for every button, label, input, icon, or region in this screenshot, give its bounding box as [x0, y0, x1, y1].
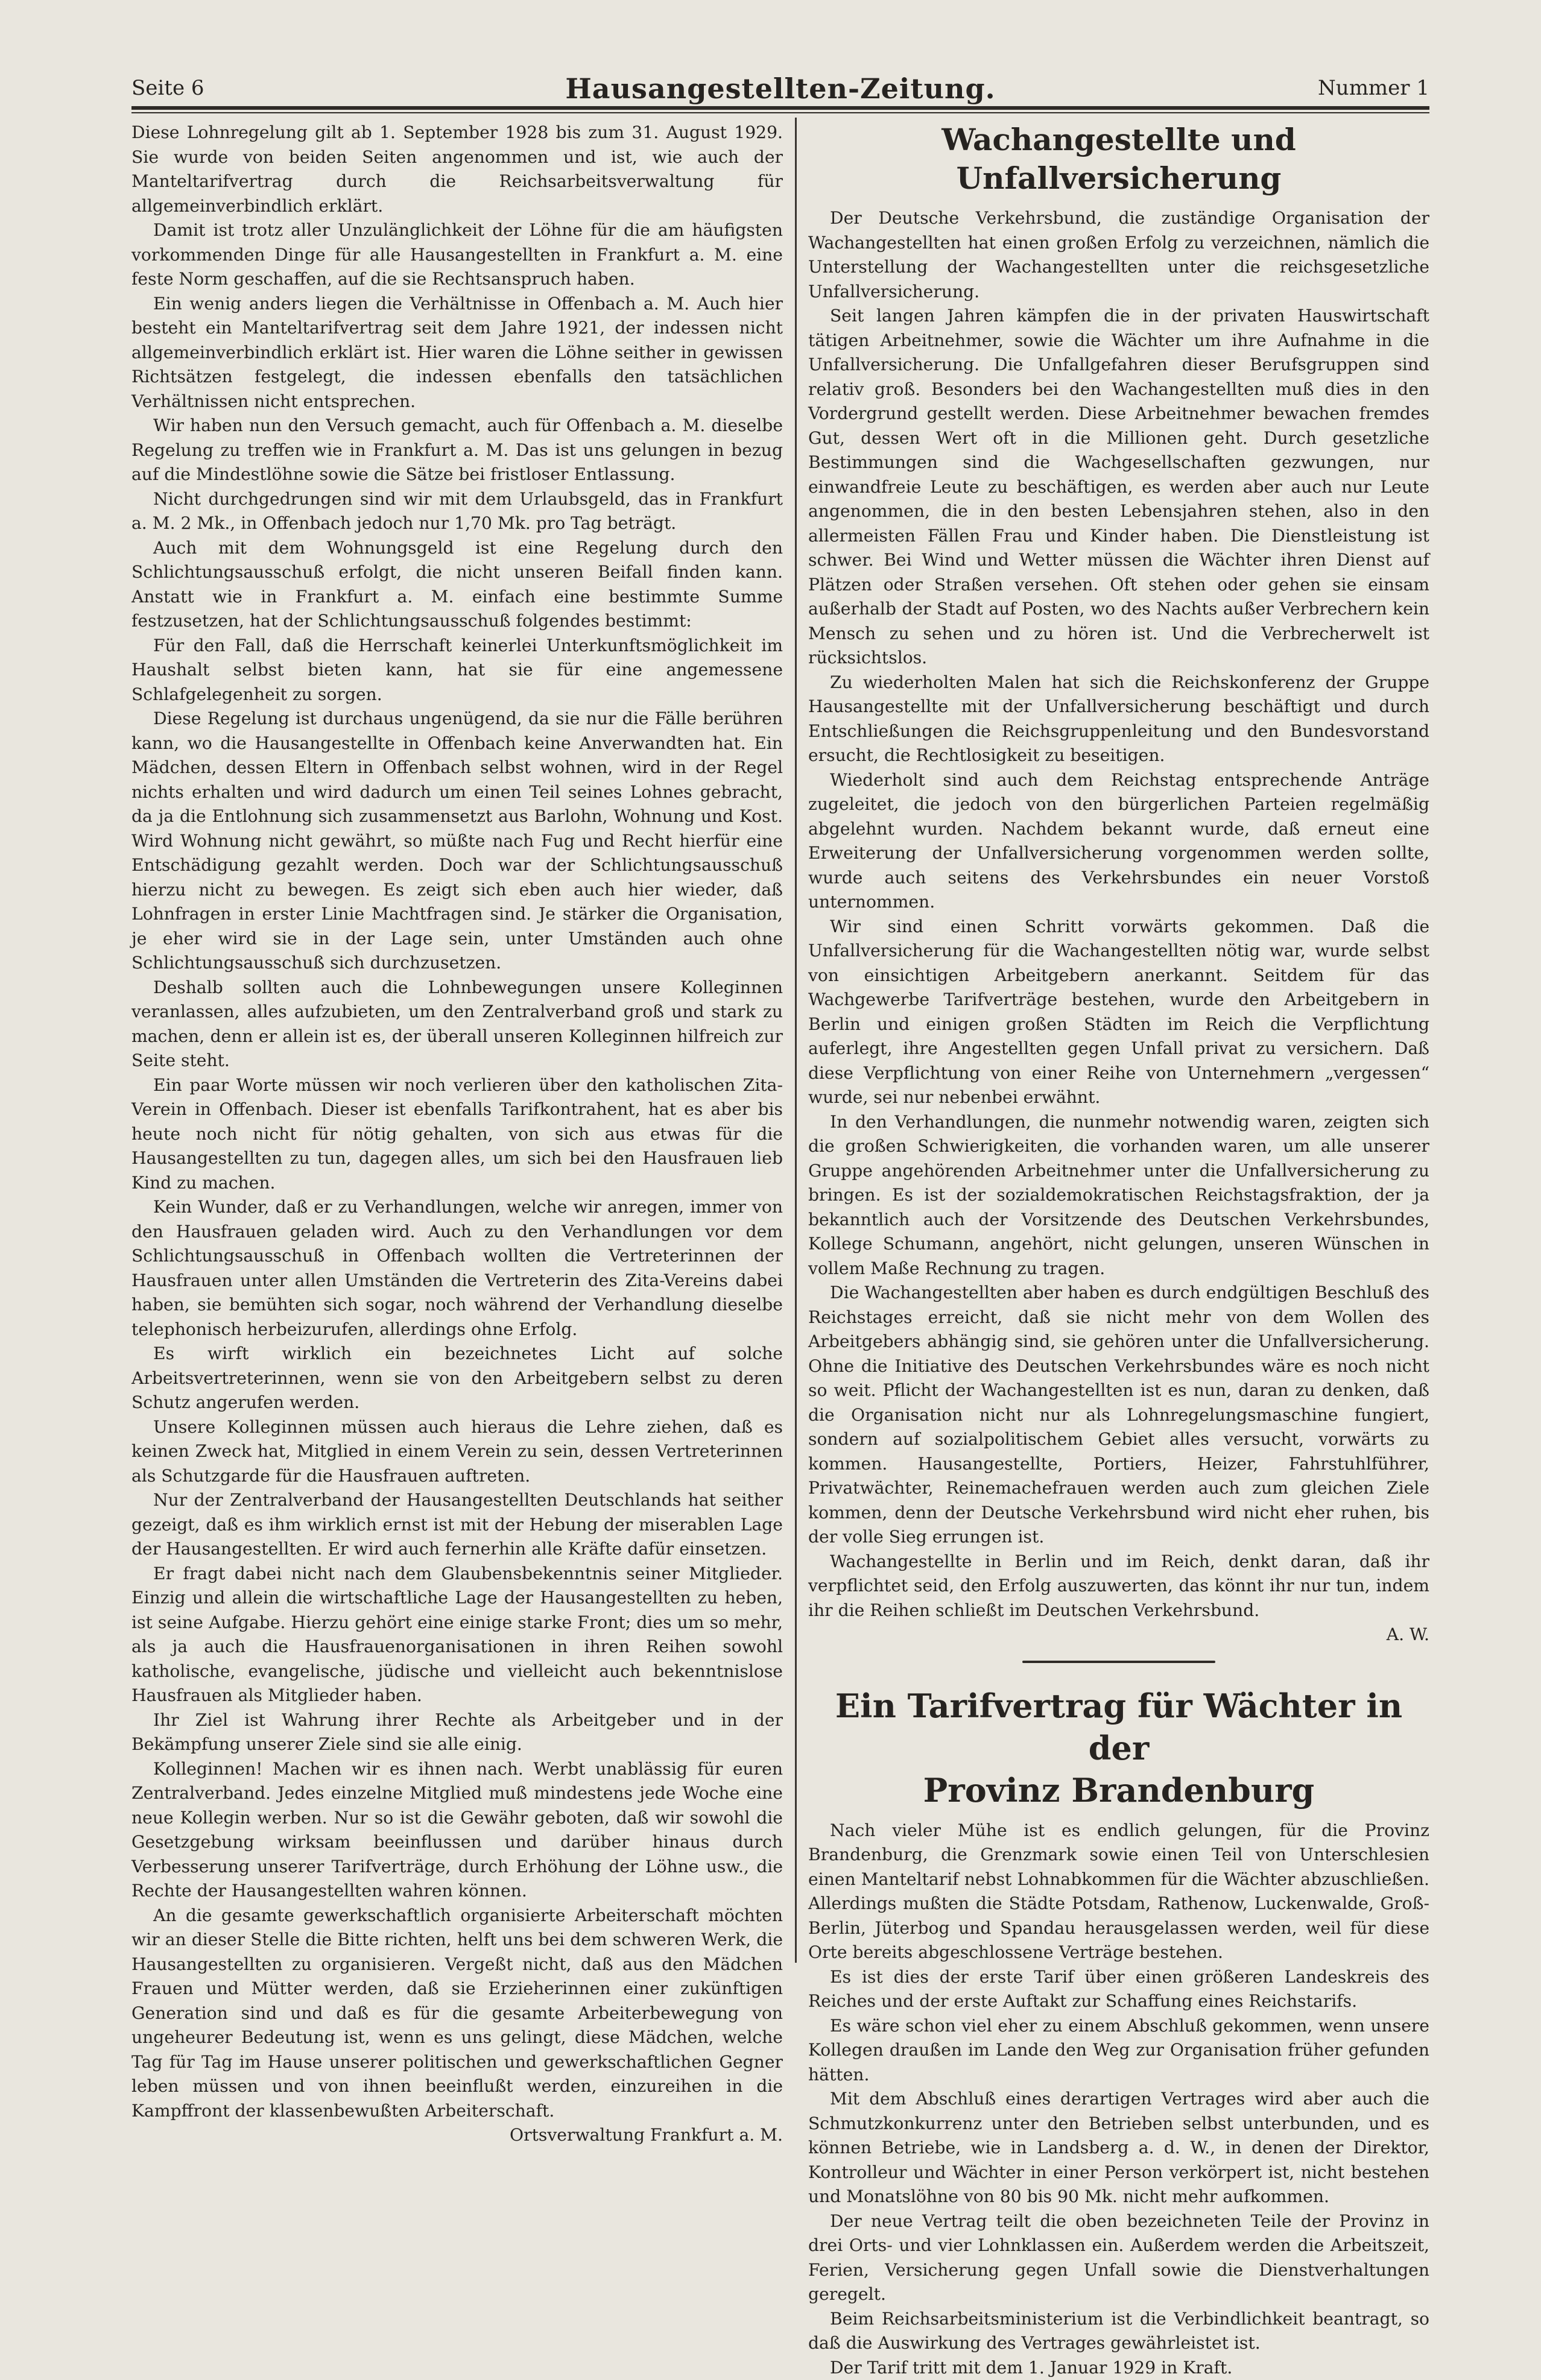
column-divider — [795, 118, 797, 1963]
paragraph: Wir haben nun den Versuch gemacht, auch für Offenbach a. M. dieselbe Regelung zu treffen wie in Frankfurt a. M. Das ist uns gelungen in bezug auf die Mindestlöhne sowie die Sätze bei fristloser Entlassung. — [131, 414, 783, 487]
paragraph: Zu wiederholten Malen hat sich die Reichskonferenz der Gruppe Hausangestellte mit der Unfallversicherung beschäftigt und durch Entschließungen die Reichsgruppenleitung und den Bundesvorstand ersucht, die Rechtlosigkeit zu beseitigen. — [808, 671, 1429, 768]
article-heading-tarifvertrag — [808, 1685, 1429, 1811]
paragraph: Ein paar Worte müssen wir noch verlieren über den katholischen Zita-Verein in Offenbach. Dieser ist ebenfalls Tarifkontrahent, hat es aber bis heute noch nicht für nötig gehalten, von sich aus etwas für die Hausangestellten zu tun, dagegen alles, um sich bei den Hausfrauen lieb Kind zu machen. — [131, 1073, 783, 1196]
page-header — [131, 76, 1429, 106]
paragraph: Seit langen Jahren kämpfen die in der privaten Hauswirtschaft tätigen Arbeitnehmer, sowie die Wächter um ihre Aufnahme in die Unfallversicherung. Die Unfallgefahren dieser Berufsgruppen sind relativ groß. Besonders bei den Wachangestellten muß dies in den Vordergrund gestellt werden. Diese Arbeitnehmer bewachen fremdes Gut, dessen Wert oft in die Millionen geht. Durch gesetzliche Bestimmungen sind die Wachgesellschaften gezwungen, nur einwandfreie Leute zu beschäftigen, es werden aber auch nur Leute angenommen, die in den besten Lebensjahren stehen, also in den allermeisten Fällen Frau und Kinder haben. Die Dienstleistung ist schwer. Bei Wind und Wetter müssen die Wächter ihren Dienst auf Plätzen oder Straßen versehen. Oft stehen oder gehen sie einsam außerhalb der Stadt auf Posten, wo des Nachts außer Verbrechern kein Mensch zu sehen und zu hören ist. Und die Verbrecherwelt ist rücksichtslos. — [808, 304, 1429, 671]
paragraph: Kolleginnen! Machen wir es ihnen nach. Werbt unablässig für euren Zentralverband. Jedes einzelne Mitglied muß mindestens jede Woche eine neue Kollegin werben. Nur so ist die Gewähr geboten, daß wir sowohl die Gesetzgebung wirksam beeinflussen und darüber hinaus durch Verbesserung unserer Tarifverträge, durch Erhöhung der Löhne usw., die Rechte der Hausangestellten wahren können. — [131, 1757, 783, 1904]
right-column — [808, 121, 1429, 2380]
paragraph: Der neue Vertrag teilt die oben bezeichneten Teile der Provinz in drei Orts- und vier Lohnklassen ein. Außerdem werden die Arbeitszeit, Ferien, Versicherung gegen Unfall sowie die Dienstverhaltungen geregelt. — [808, 2209, 1429, 2307]
paragraph: Unsere Kolleginnen müssen auch hieraus die Lehre ziehen, daß es keinen Zweck hat, Mitglied in einem Verein zu sein, dessen Vertreterinnen als Schutzgarde für die Hausfrauen auftreten. — [131, 1415, 783, 1489]
newspaper-title: Hausangestellten-Zeitung. — [131, 72, 1429, 105]
paragraph: Er fragt dabei nicht nach dem Glaubensbekenntnis seiner Mitglieder. Einzig und allein die wirtschaftliche Lage der Hausangestellten zu heben, ist seine Aufgabe. Hierzu gehört eine einige starke Front; dies um so mehr, als ja auch die Hausfrauenorganisationen in ihren Reihen sowohl katholische, evangelische, jüdische und vielleicht auch bekenntnislose Hausfrauen als Mitglieder haben. — [131, 1562, 783, 1708]
paragraph: An die gesamte gewerkschaftlich organisierte Arbeiterschaft möchten wir an dieser Stelle die Bitte richten, helft uns bei dem schweren Werk, die Hausangestellten zu organisieren. Vergeßt nicht, daß aus den Mädchen Frauen und Mütter werden, daß sie Erzieherinnen einer zukünftigen Generation sind und daß es für die gesamte Arbeiterbewegung von ungeheurer Bedeutung ist, wenn es uns gelingt, diese Mädchen, welche Tag für Tag im Hause unserer politischen und gewerkschaftlichen Gegner leben müssen und von ihnen beeinflußt werden, einzureihen in die Kampffront der klassenbewußten Arbeiterschaft. — [131, 1904, 783, 2124]
paragraph: Es wäre schon viel eher zu einem Abschluß gekommen, wenn unsere Kollegen draußen im Lande den Weg zur Organisation früher gefunden hätten. — [808, 2014, 1429, 2088]
paragraph: Nicht durchgedrungen sind wir mit dem Urlaubsgeld, das in Frankfurt a. M. 2 Mk., in Offenbach jedoch nur 1,70 Mk. pro Tag beträgt. — [131, 487, 783, 536]
header-rule-thin — [131, 112, 1429, 113]
paragraph: Diese Lohnregelung gilt ab 1. September 1928 bis zum 31. August 1929. Sie wurde von beiden Seiten angenommen und ist, wie auch der Manteltarifvertrag durch die Reichsarbeitsverwaltung für allgemeinverbindlich erklärt. — [131, 121, 783, 218]
paragraph: Wachangestellte in Berlin und im Reich, denkt daran, daß ihr verpflichtet seid, den Erfolg auszuwerten, das könnt ihr nur tun, indem ihr die Reihen schließt im Deutschen Verkehrsbund. — [808, 1550, 1429, 1623]
paragraph: Wir sind einen Schritt vorwärts gekommen. Daß die Unfallversicherung für die Wachangestellten nötig war, wurde selbst von einsichtigen Arbeitgebern anerkannt. Seitdem für das Wachgewerbe Tarifverträge bestehen, wurde den Arbeitgebern in Berlin und einigen großen Städten im Reich die Verpflichtung auferlegt, ihre Angestellten gegen Unfall privat zu versichern. Daß diese Verpflichtung von einer Reihe von Unternehmern „vergessen“ wurde, sei nur nebenbei erwähnt. — [808, 915, 1429, 1110]
paragraph: Nach vieler Mühe ist es endlich gelungen, für die Provinz Brandenburg, die Grenzmark sowie einen Teil von Unterschlesien einen Manteltarif nebst Lohnabkommen für die Wächter abzuschließen. Allerdings mußten die Städte Potsdam, Rathenow, Luckenwalde, Groß-Berlin, Jüterbog und Spandau herausgelassen werden, weil für diese Orte bereits abgeschlossene Verträge bestehen. — [808, 1819, 1429, 1965]
heading-line-1: Ein Tarifvertrag für Wächter in der — [835, 1687, 1402, 1767]
paragraph: Es wirft wirklich ein bezeichnetes Licht auf solche Arbeitsvertreterinnen, wenn sie von den Arbeitgebern selbst zu deren Schutz angerufen werden. — [131, 1342, 783, 1415]
paragraph: Nur der Zentralverband der Hausangestellten Deutschlands hat seither gezeigt, daß es ihm wirklich ernst ist mit der Hebung der miserablen Lage der Hausangestellten. Er wird auch fernerhin alle Kräfte dafür einsetzen. — [131, 1488, 783, 1562]
paragraph: Diese Regelung ist durchaus ungenügend, da sie nur die Fälle berühren kann, wo die Hausangestellte in Offenbach keine Anverwandten hat. Ein Mädchen, dessen Eltern in Offenbach selbst wohnen, wird in der Regel nichts erhalten und wird dadurch um einen Teil seines Lohnes gebracht, da ja die Entlohnung sich zusammensetzt aus Barlohn, Wohnung und Kost. Wird Wohnung nicht gewährt, so müßte nach Fug und Recht hierfür eine Entschädigung gezahlt werden. Doch war der Schlichtungsausschuß hierzu nicht zu bewegen. Es zeigt sich eben auch hier wieder, daß Lohnfragen in erster Linie Machtfragen sind. Je stärker die Organisation, je eher wird sie in der Lage sein, unter Umständen auch ohne Schlichtungsausschuß sich durchzusetzen. — [131, 707, 783, 976]
paragraph: In den Verhandlungen, die nunmehr notwendig waren, zeigten sich die großen Schwierigkeiten, die vorhanden waren, um alle unserer Gruppe angehörenden Arbeitnehmer unter die Unfallversicherung zu bringen. Es ist der sozialdemokratischen Reichstagsfraktion, der ja bekanntlich auch der Vorsitzende des Deutschen Verkehrsbundes, Kollege Schumann, angehört, nicht gelungen, unseren Wünschen in vollem Maße Rechnung zu tragen. — [808, 1110, 1429, 1281]
article-separator — [1022, 1661, 1215, 1663]
paragraph: Wiederholt sind auch dem Reichstag entsprechende Anträge zugeleitet, die jedoch von den bürgerlichen Parteien regelmäßig abgelehnt wurden. Nachdem bekannt wurde, daß erneut eine Erweiterung der Unfallversicherung vorgenommen werden sollte, wurde auch seitens des Verkehrsbundes ein neuer Vorstoß unternommen. — [808, 768, 1429, 915]
paragraph: Deshalb sollten auch die Lohnbewegungen unsere Kolleginnen veranlassen, alles aufzubieten, um den Zentralverband groß und stark zu machen, denn er allein ist es, der überall unseren Kolleginnen hilfreich zur Seite steht. — [131, 976, 783, 1073]
left-column — [131, 121, 783, 2148]
heading-line-2: Provinz Brandenburg — [923, 1771, 1315, 1810]
paragraph: Es ist dies der erste Tarif über einen größeren Landeskreis des Reiches und der erste Auftakt zur Schaffung eines Reichstarifs. — [808, 1965, 1429, 2014]
paragraph: Mit dem Abschluß eines derartigen Vertrages wird aber auch die Schmutzkonkurrenz unter den Betrieben selbst unterbunden, und es können Betriebe, wie in Landsberg a. d. W., in denen der Direktor, Kontrolleur und Wächter in einer Person verkörpert ist, nicht bestehen und Monatslöhne von 80 bis 90 Mk. nicht mehr aufkommen. — [808, 2087, 1429, 2209]
header-rule — [131, 106, 1429, 110]
issue-number: Nummer 1 — [1318, 76, 1429, 100]
paragraph: Ein wenig anders liegen die Verhältnisse in Offenbach a. M. Auch hier besteht ein Manteltarifvertrag seit dem Jahre 1921, der indessen nicht allgemeinverbindlich erklärt ist. Hier waren die Löhne seither in gewissen Richtsätzen festgelegt, die indessen ebenfalls den tatsächlichen Verhältnissen nicht entsprechen. — [131, 292, 783, 414]
paragraph: Kein Wunder, daß er zu Verhandlungen, welche wir anregen, immer von den Hausfrauen geladen wird. Auch zu den Verhandlungen vor dem Schlichtungsausschuß in Offenbach wollten die Vertreterinnen der Hausfrauen unter allen Umständen die Vertreterin des Zita-Vereins dabei haben, sie bemühten sich sogar, noch während der Verhandlung dieselbe telephonisch herbeizurufen, allerdings ohne Erfolg. — [131, 1195, 783, 1342]
paragraph: Für den Fall, daß die Herrschaft keinerlei Unterkunftsmöglichkeit im Haushalt selbst bieten kann, hat sie für eine angemessene Schlafgelegenheit zu sorgen. — [131, 634, 783, 707]
paragraph: Der Deutsche Verkehrsbund, die zuständige Organisation der Wachangestellten hat einen großen Erfolg zu verzeichnen, nämlich die Unterstellung der Wachangestellten unter die reichsgesetzliche Unfallversicherung. — [808, 206, 1429, 304]
paragraph: Auch mit dem Wohnungsgeld ist eine Regelung durch den Schlichtungsausschuß erfolgt, die nicht unseren Beifall finden kann. Anstatt wie in Frankfurt a. M. einfach eine bestimmte Summe festzusetzen, hat der Schlichtungsausschuß folgendes bestimmt: — [131, 536, 783, 634]
signature-left: Ortsverwaltung Frankfurt a. M. — [131, 2123, 783, 2148]
paragraph: Ihr Ziel ist Wahrung ihrer Rechte als Arbeitgeber und in der Bekämpfung unserer Ziele sind sie alle einig. — [131, 1708, 783, 1757]
article-heading-wachangestellte: Wachangestellte und Unfallversicherung — [808, 121, 1429, 198]
paragraph: Damit ist trotz aller Unzulänglichkeit der Löhne für die am häufigsten vorkommenden Dinge für alle Hausangestellten in Frankfurt a. M. eine feste Norm geschaffen, auf die sie Rechtsanspruch haben. — [131, 218, 783, 292]
paragraph: Beim Reichsarbeitsministerium ist die Verbindlichkeit beantragt, so daß die Auswirkung des Vertrages gewährleistet ist. — [808, 2307, 1429, 2356]
paragraph: Die Wachangestellten aber haben es durch endgültigen Beschluß des Reichstages erreicht, daß sie nicht mehr von dem Wollen des Arbeitgebers abhängig sind, sie gehören unter die Unfallversicherung. Ohne die Initiative des Deutschen Verkehrsbundes wäre es noch nicht so weit. Pflicht der Wachangestellten ist es nun, daran zu denken, daß die Organisation nicht nur als Lohnregelungsmaschine fungiert, sondern auf sozialpolitischem Gebiet alles versucht, vorwärts zu kommen. Hausangestellte, Portiers, Heizer, Fahrstuhlführer, Privatwächter, Reinemachefrauen werden auch zum gleichen Ziele kommen, denn der Deutsche Verkehrsbund wird nicht eher ruhen, bis der volle Sieg errungen ist. — [808, 1281, 1429, 1550]
signature-article1: A. W. — [808, 1623, 1429, 1647]
paragraph: Der Tarif tritt mit dem 1. Januar 1929 in Kraft. — [808, 2356, 1429, 2380]
page-number: Seite 6 — [131, 76, 204, 100]
